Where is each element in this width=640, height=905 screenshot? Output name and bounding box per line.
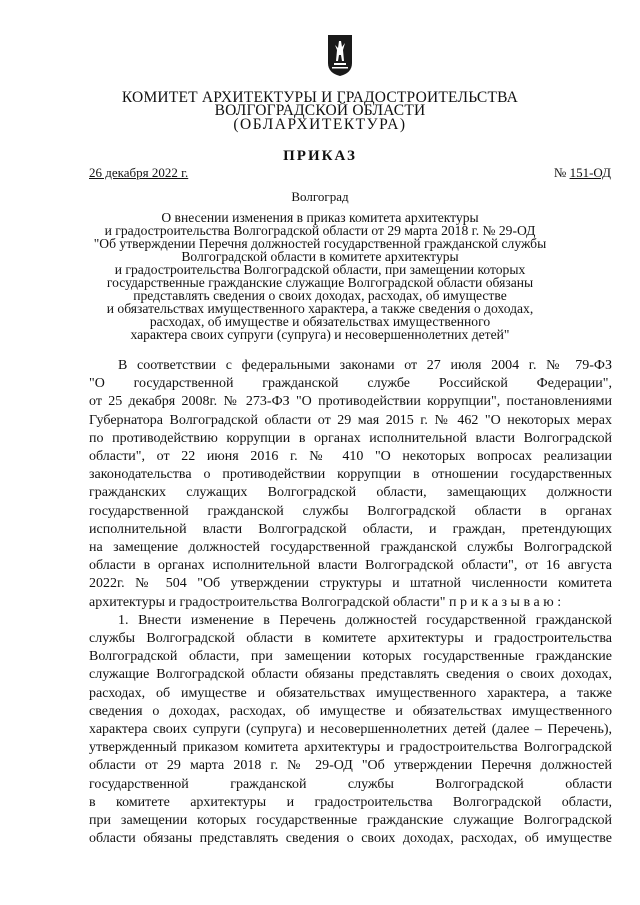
org-name-line-1: КОМИТЕТ АРХИТЕКТУРЫ И ГРАДОСТРОИТЕЛЬСТВА xyxy=(121,89,519,106)
order-date: 26 декабря 2022 г. xyxy=(89,165,189,180)
body-text-line: области", от 22 июня 2016 г. № 410 "О некоторых вопросах реализации xyxy=(89,449,612,465)
body-text-line: Волгоградской области, при замещении которых государственные гражданские xyxy=(89,649,612,665)
order-body xyxy=(89,357,612,848)
body-text-line: по противодействию коррупции в органах исполнительной власти Волгоградской xyxy=(89,430,612,446)
volgograd-emblem-icon xyxy=(326,33,354,77)
subject-line: и градостроительства Волгоградской области, при замещении которых xyxy=(114,262,526,277)
body-text-line: архитектуры и градостроительства Волгоградской области" п р и к а з ы в а ю : xyxy=(89,594,562,610)
order-number xyxy=(554,165,611,181)
body-text-line: законодательства о противодействии коррупции в отношении государственных xyxy=(89,467,612,483)
body-text-line: государственной гражданской службы Волгоградской области xyxy=(89,776,612,792)
org-name-line-3: (ОБЛАРХИТЕКТУРА) xyxy=(233,116,407,133)
subject-line: государственные гражданские служащие Волгоградской области обязаны xyxy=(106,275,534,290)
body-text-line: сведения о доходах, расходах, об имуществе и обязательствах имущественного xyxy=(89,703,612,719)
body-text-line: служащие Волгоградской области обязаны представлять сведения о своих доходах, xyxy=(89,667,612,683)
body-text-line: службы Волгоградской области в комитете архитектуры и градостроительства xyxy=(89,631,612,647)
subject-line: "Об утверждении Перечня должностей государственной гражданской службы xyxy=(93,236,547,251)
body-text-line: государственной гражданской службы Волгоградской области в органах xyxy=(89,503,612,519)
body-text-line: 2022г. № 504 "Об утверждении структуры и штатной численности комитета xyxy=(89,576,612,592)
subject-line: О внесении изменения в приказ комитета архитектуры xyxy=(161,210,479,225)
body-text-line: исполнительной власти Волгоградской области, и граждан, претендующих xyxy=(89,521,612,537)
body-text-line: на замещение должностей государственной гражданской службы Волгоградской xyxy=(89,540,612,556)
document-title: ПРИКАЗ xyxy=(283,148,357,164)
subject-line: и обязательствах имущественного характера, а также сведения о доходах, xyxy=(106,301,534,316)
subject-line: Волгоградской области в комитете архитектуры xyxy=(181,249,459,264)
order-number-value: 151-ОД xyxy=(569,165,611,180)
body-text-line: от 25 декабря 2008г. № 273-ФЗ "О противодействии коррупции", постановлениями xyxy=(89,394,612,410)
subject-line: представлять сведения о своих доходах, расходах, об имуществе xyxy=(133,288,507,303)
body-text-line: расходах, об имуществе и обязательствах имущественного характера, а также xyxy=(89,685,612,701)
body-text-line: Губернатора Волгоградской области от 29 мая 2015 г. № 462 "О некоторых мерах xyxy=(89,412,612,428)
body-text-line: 1. Внести изменение в Перечень должностей государственной гражданской xyxy=(118,612,612,628)
subject-line: расходах, об имуществе и обязательствах имущественного xyxy=(149,314,491,329)
org-name-line-2: ВОЛГОГРАДСКОЙ ОБЛАСТИ xyxy=(214,102,426,119)
body-text-line: гражданских служащих Волгоградской области, замещающих должности xyxy=(89,485,612,501)
city-name: Волгоград xyxy=(291,189,349,204)
body-text-line: "О государственной гражданской службе Российской Федерации", xyxy=(89,376,612,392)
body-text-line: В соответствии с федеральными законами от 27 июля 2004 г. № 79-ФЗ xyxy=(118,358,612,373)
body-text-line: области обязаны представлять сведения о своих доходах, расходах, об имуществе xyxy=(89,831,612,847)
body-text-line: области от 29 марта 2018 г. № 29-ОД "Об утверждении Перечня должностей xyxy=(89,758,612,774)
body-text-line: утвержденный приказом комитета архитектуры и градостроительства Волгоградской xyxy=(89,740,612,756)
body-text-line: в комитете архитектуры и градостроительства Волгоградской области, xyxy=(89,794,612,810)
body-text-line: при замещении которых государственные гражданские служащие Волгоградской xyxy=(89,813,612,829)
subject-line: и градостроительства Волгоградской области от 29 марта 2018 г. № 29-ОД xyxy=(104,223,536,238)
order-subject xyxy=(0,211,640,341)
body-text-line: характера своих супруги (супруга) и несовершеннолетних детей (далее – Перечень), xyxy=(89,722,612,738)
subject-line: характера своих супруги (супруга) и несовершеннолетних детей" xyxy=(130,327,510,342)
order-number-prefix: № xyxy=(553,165,567,180)
body-text-line: области в органах исполнительной власти Волгоградской области", от 16 августа xyxy=(89,558,612,574)
